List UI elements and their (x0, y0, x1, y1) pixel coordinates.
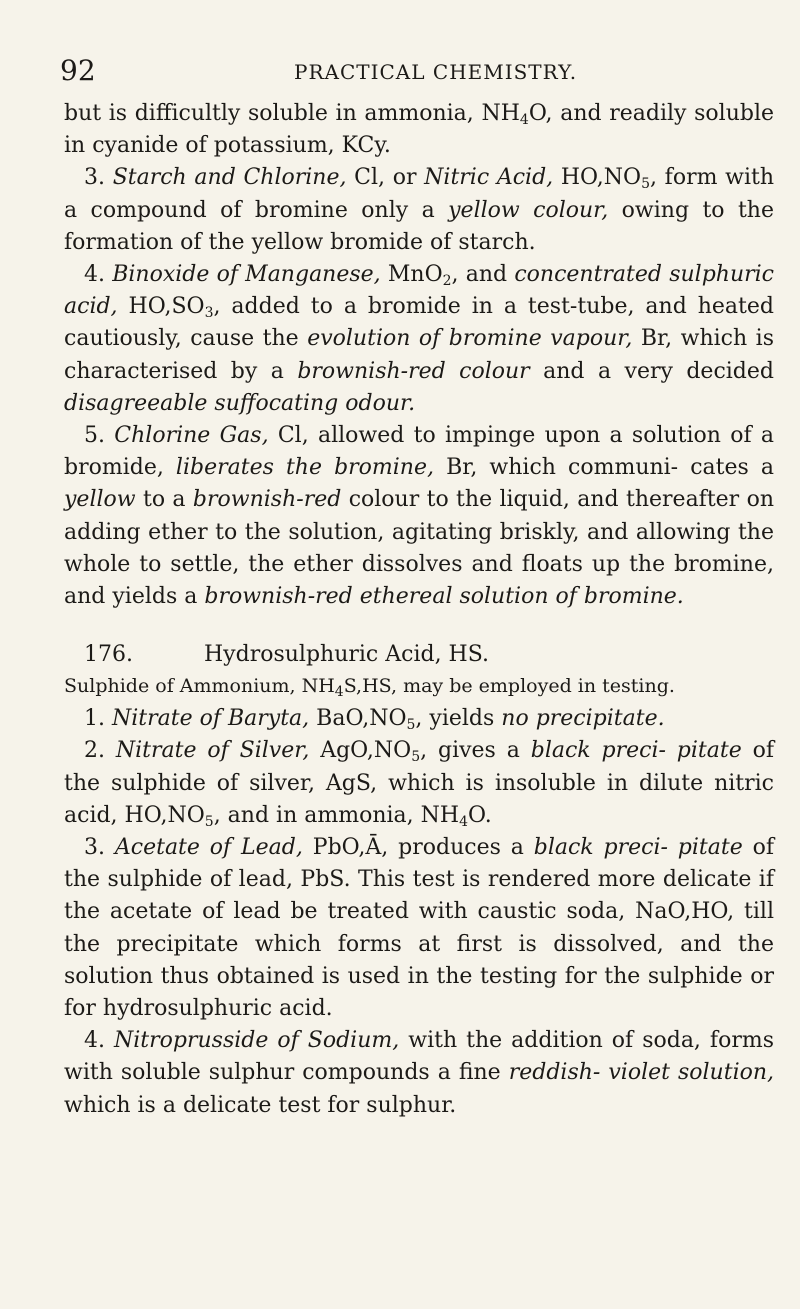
paragraph-5-chlorine: 5. Chlorine Gas, Cl, allowed to impinge upon a solution of a bromide, liberates the bromine, Br, which communi- cates a yellow to a brownish-red colour to the liquid, and thereafter on adding ether to the solution, agitating briskly, and allowing the whole to settle, the ether dissolves and floats up the bromine, and yields a brownish-red ethereal solution of bromine. (64, 423, 775, 610)
page-number: 92 (60, 54, 96, 87)
page-header (60, 54, 774, 94)
paragraph-4-binoxide: 4. Binoxide of Manganese, MnO$_2$, and concentrated sulphuric acid, $HO,SO_3$, added to a bromide in a test-tube, and heated cautiously, cause the evolution of bromine vapour, Br, which is characterised by a brownish-red colour and a very decided disagreeable suffocating odour. (64, 262, 775, 416)
running-title: PRACTICAL CHEMISTRY. (294, 60, 578, 84)
paragraph-2-silver: 2. Nitrate of Silver, $AgO,NO_5$, gives a black preci- pitate of the sulphide of silver, AgS, which is insoluble in dilute nitric acid, $HO,NO_5$, and in ammonia, $NH_4O$. (64, 738, 774, 830)
section-subheading: Sulphide of Ammonium, $NH_4S,HS$, may be employed in testing. (64, 675, 675, 701)
section-heading (64, 639, 774, 671)
paragraph-4-nitroprusside: 4. Nitroprusside of Sodium, with the addition of soda, forms with soluble sulphur compounds a fine reddish- violet solution, which is a delicate test for sulphur. (64, 1028, 775, 1118)
paragraph-3-starch: 3. Starch and Chlorine, Cl, or Nitric Acid, $HO,NO_5$, form with a compound of bromine only a yellow colour, owing to the formation of the yellow bromide of starch. (64, 165, 775, 255)
section-number: 176. (84, 642, 133, 668)
paragraph-continued: but is difficultly soluble in ammonia, $NH_4O$, and readily soluble in cyanide of potassium, KCy. (64, 101, 775, 159)
page-body (64, 98, 774, 1122)
paragraph-1-baryta: 1. Nitrate of Baryta, $BaO,NO_5$, yields no precipitate. (84, 706, 665, 734)
paragraph-3-lead: 3. Acetate of Lead, PbO,Ā, produces a black preci- pitate of the sulphide of lead, PbS. This test is rendered more delicate if the acetate of lead be treated with caustic soda, NaO,HO, till the precipitate which forms at first is dissolved, and the solution thus obtained is used in the testing for the sulphide or for hydrosulphuric acid. (64, 835, 774, 1022)
section-title: Hydrosulphuric Acid, HS. (204, 642, 490, 668)
